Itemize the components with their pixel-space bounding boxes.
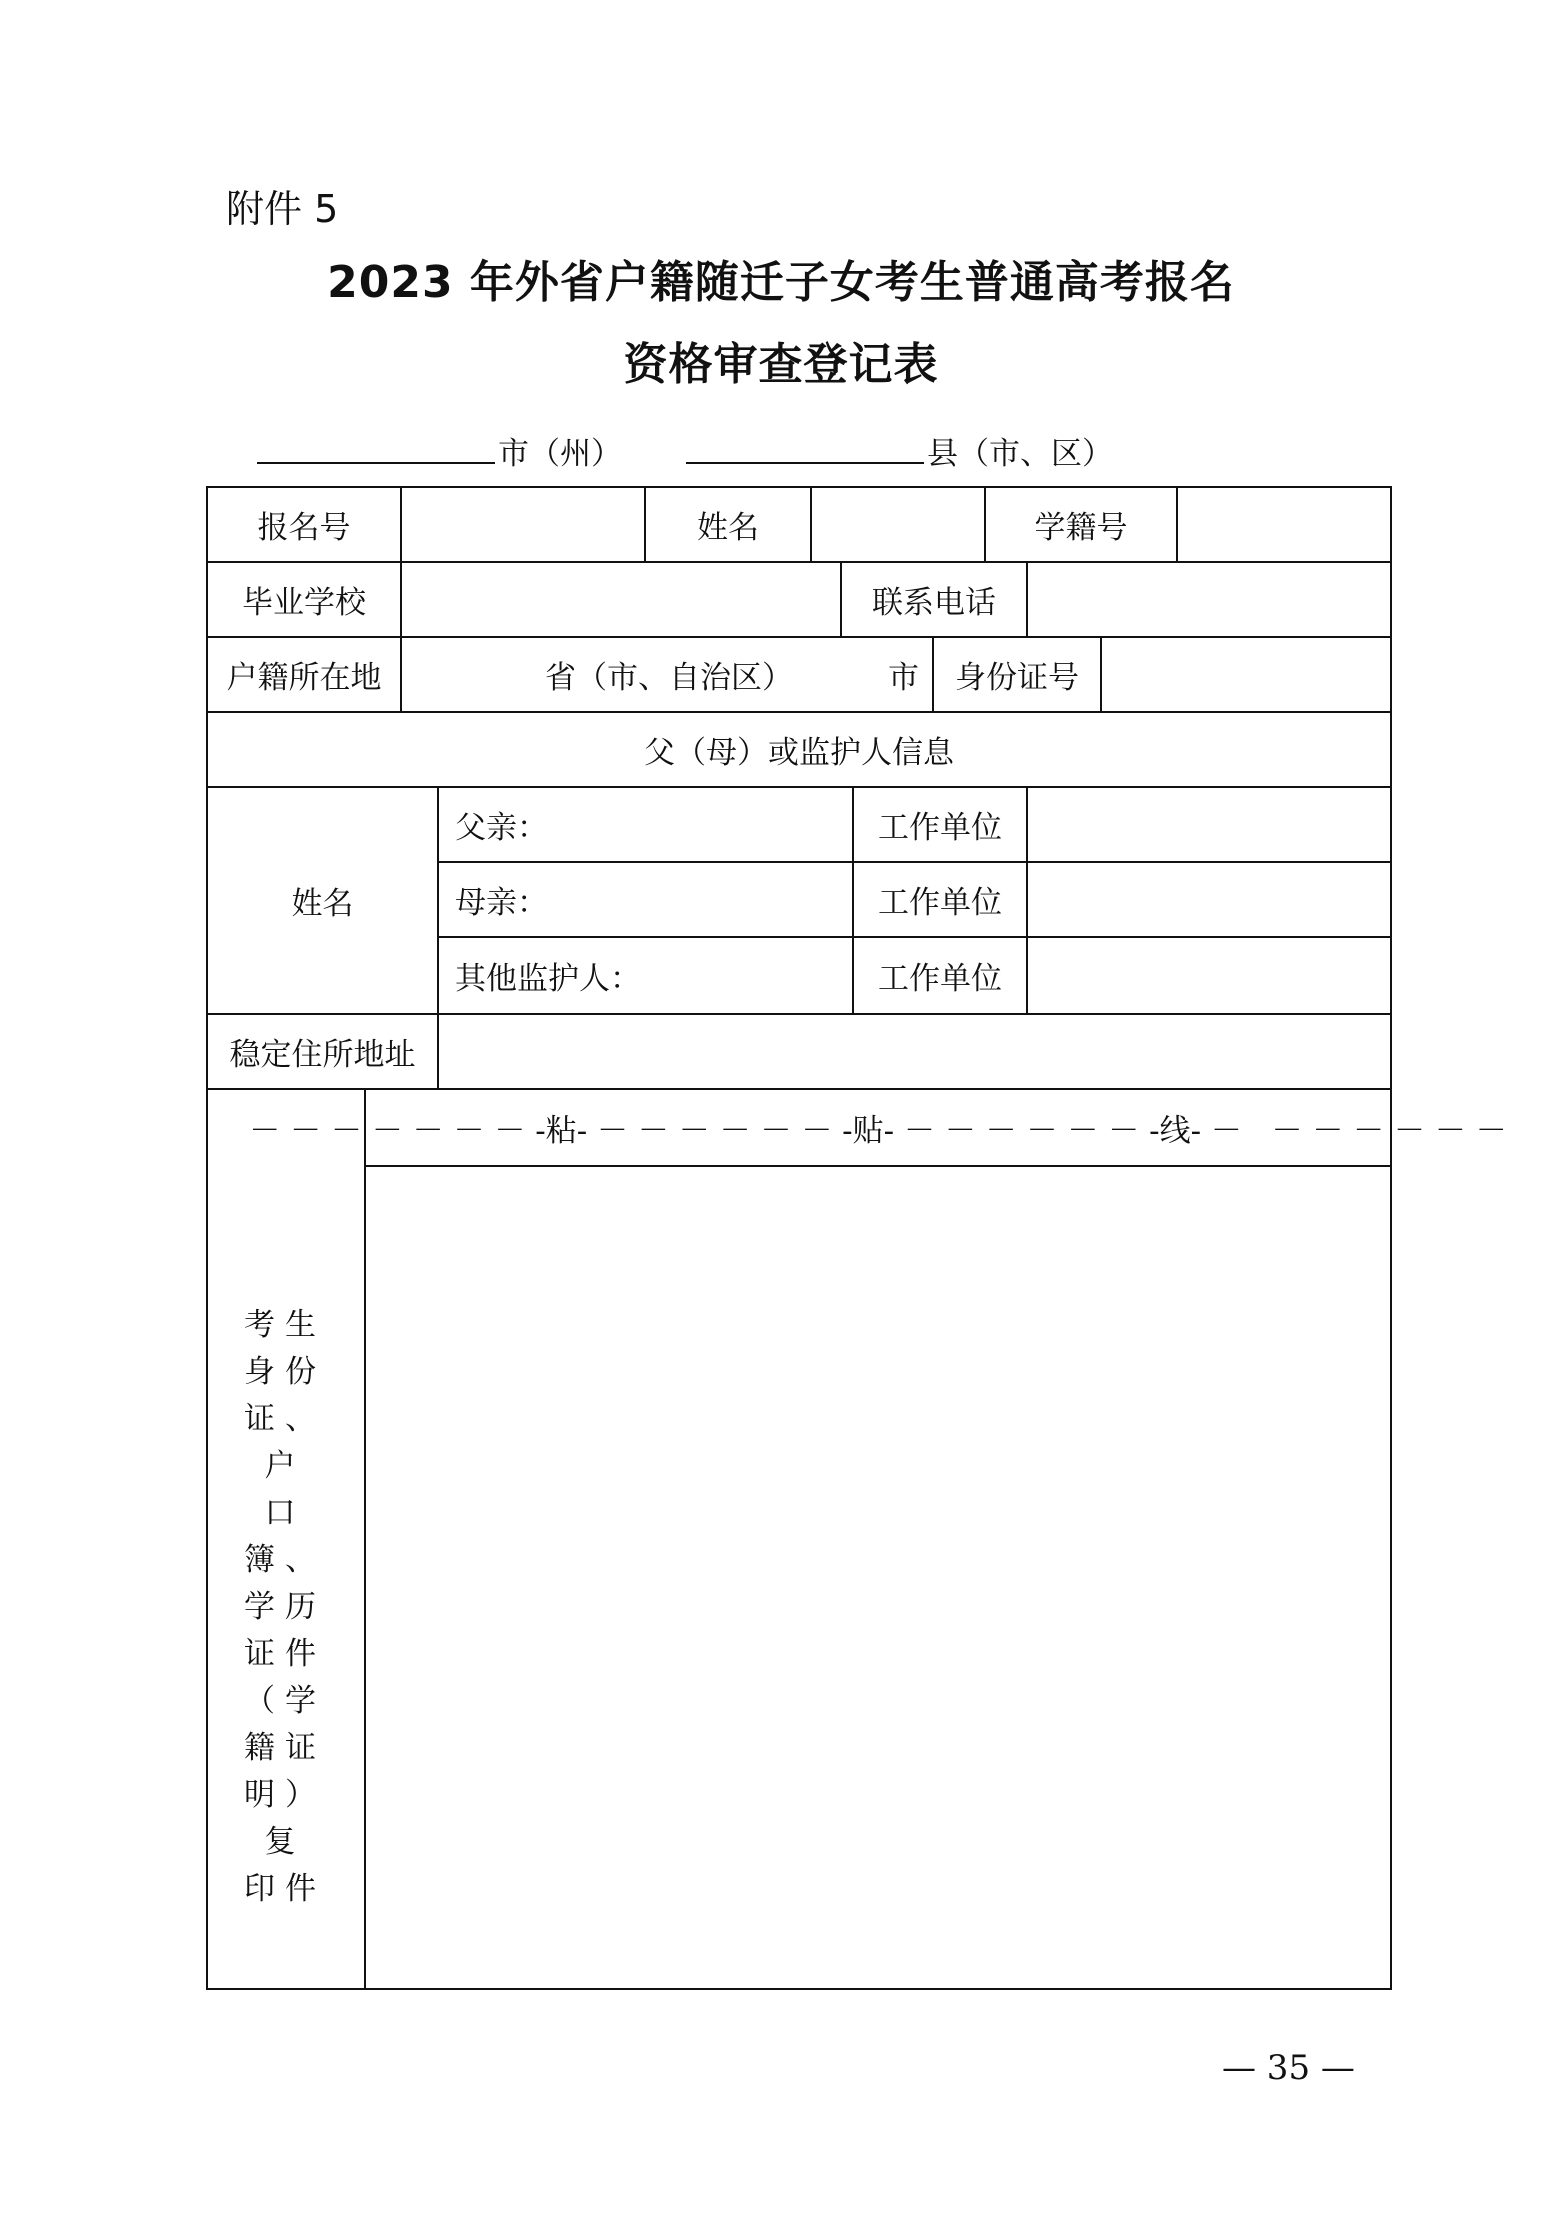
other-work-field[interactable]	[1026, 936, 1392, 1015]
attachment-label: 附件 5	[226, 187, 339, 231]
address-field[interactable]	[437, 1013, 1392, 1090]
mother-work-field[interactable]	[1026, 861, 1392, 938]
province-text: 省（市、自治区）	[545, 660, 793, 696]
city-text: 市	[888, 660, 919, 696]
form-title-line2: 资格审查登记表	[623, 339, 939, 390]
docs-label-text	[230, 1302, 340, 1913]
name-label: 姓名	[644, 486, 812, 563]
father-work-field[interactable]	[1026, 786, 1392, 863]
reg-no-field[interactable]	[400, 486, 646, 563]
name-field[interactable]	[810, 486, 986, 563]
student-no-label: 学籍号	[984, 486, 1178, 563]
paste-line-row	[249, 1088, 1507, 1167]
docs-label-line: 证、户	[244, 1401, 326, 1484]
docs-label-line: 学历	[244, 1589, 326, 1625]
student-no-field[interactable]	[1176, 486, 1392, 563]
other-guardian-field[interactable]: 其他监护人：	[437, 936, 854, 1015]
docs-label-line: 口簿、	[244, 1495, 326, 1578]
father-field[interactable]: 父亲：	[437, 786, 854, 863]
docs-label-line: 籍证	[244, 1730, 326, 1766]
school-label: 毕业学校	[206, 561, 402, 638]
mother-work-label: 工作单位	[852, 861, 1028, 938]
form-title-line1: 2023 年外省户籍随迁子女考生普通高考报名	[327, 257, 1235, 308]
paste-area[interactable]	[364, 1165, 1392, 1990]
household-label: 户籍所在地	[206, 636, 402, 713]
county-blank[interactable]	[686, 462, 924, 464]
other-work-label: 工作单位	[852, 936, 1028, 1015]
docs-label-line: 印件	[244, 1871, 326, 1907]
city-blank[interactable]	[257, 462, 495, 464]
household-field[interactable]	[400, 636, 934, 713]
docs-label-line: （学	[244, 1683, 326, 1719]
city-label: 市（州）	[498, 436, 622, 472]
school-field[interactable]	[400, 561, 842, 638]
mother-field[interactable]: 母亲：	[437, 861, 854, 938]
page-number: — 35 —	[1222, 2048, 1355, 2088]
id-no-label: 身份证号	[932, 636, 1102, 713]
id-no-field[interactable]	[1100, 636, 1392, 713]
docs-label-line: 考生	[244, 1307, 326, 1343]
father-work-label: 工作单位	[852, 786, 1028, 863]
docs-label-line: 身份	[244, 1354, 326, 1390]
phone-field[interactable]	[1026, 561, 1392, 638]
phone-label: 联系电话	[840, 561, 1028, 638]
reg-no-label: 报名号	[206, 486, 402, 563]
county-label: 县（市、区）	[927, 436, 1113, 472]
guardian-name-label: 姓名	[206, 786, 439, 1015]
paste-line-text: － － － － － － － -粘- － － － － － － -贴- － － － － － － -线- － － － － － － －	[249, 1113, 1507, 1149]
docs-label-line: 明）复	[244, 1777, 326, 1860]
guardian-info-header: 父（母）或监护人信息	[206, 711, 1392, 788]
docs-label-line: 证件	[244, 1636, 326, 1672]
address-label: 稳定住所地址	[206, 1013, 439, 1090]
